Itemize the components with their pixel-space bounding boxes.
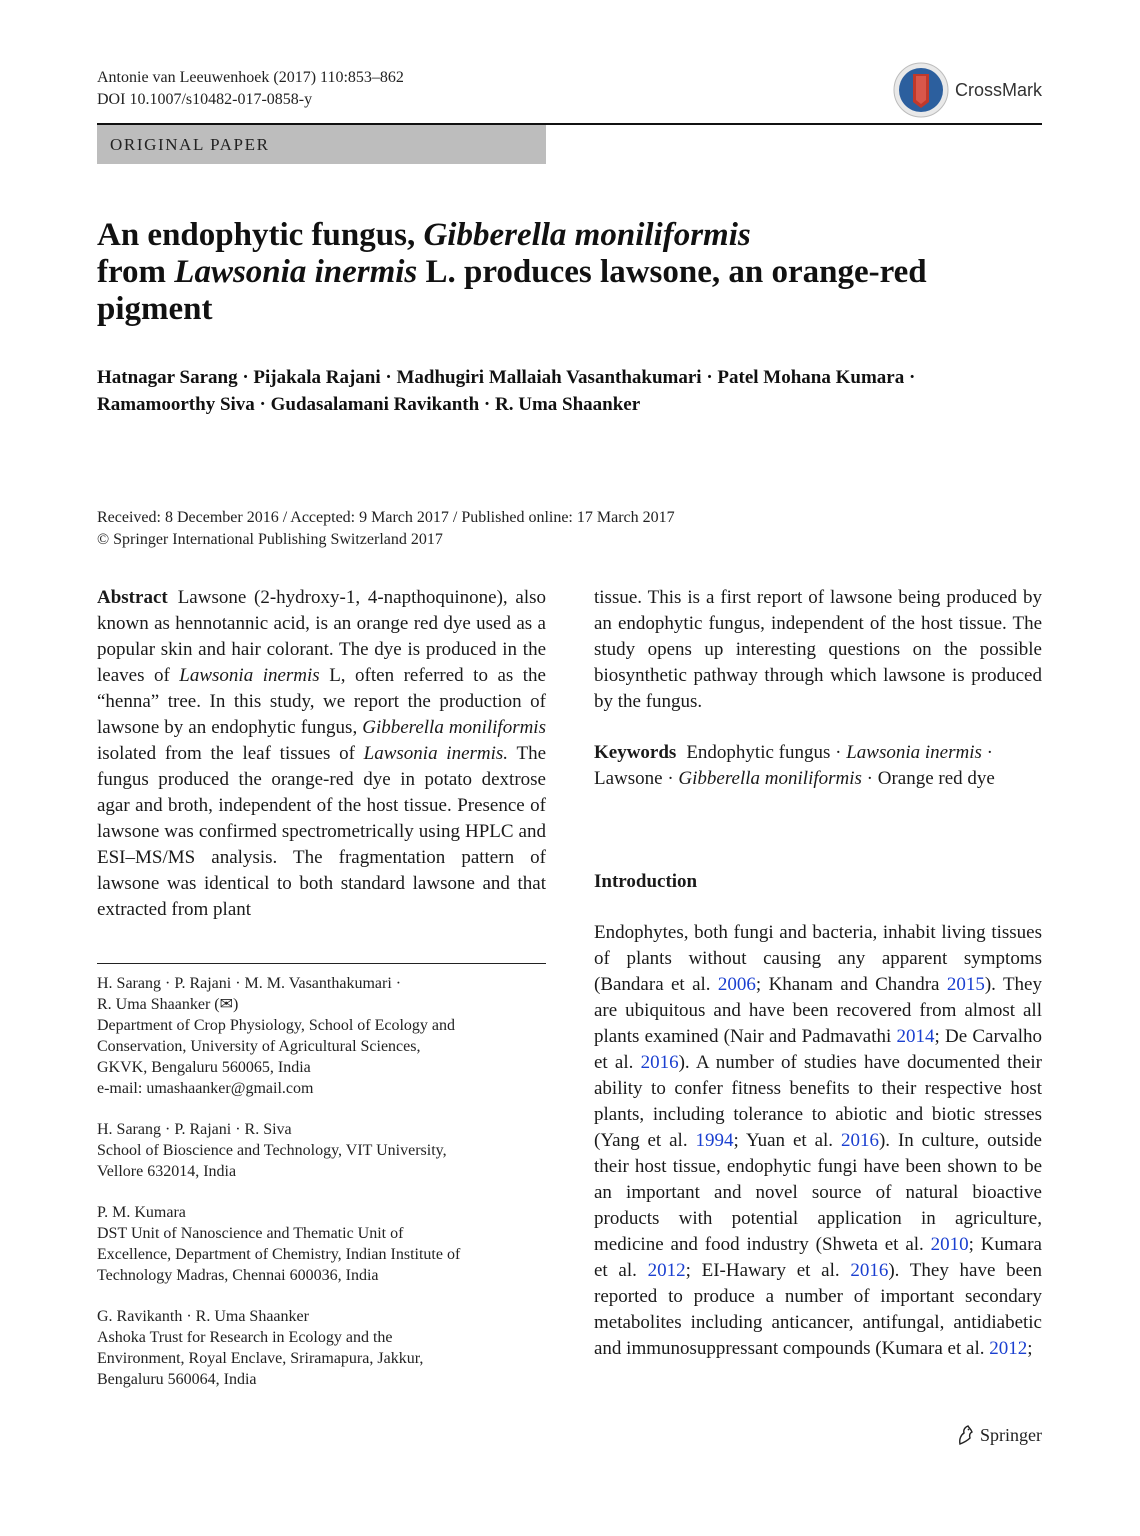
affiliation-line: GKVK, Bengaluru 560065, India [97,1059,311,1076]
abstract-column-left [97,585,546,923]
citation-link[interactable]: 2012 [647,1260,686,1281]
title-text: from [97,254,175,290]
affiliation-4 [97,1306,546,1390]
affiliation-line: Department of Crop Physiology, School of Ecology and [97,1017,456,1034]
citation-link[interactable]: 2010 [930,1234,969,1255]
crossmark-label: CrossMark [955,79,1043,100]
affiliation-1 [97,973,546,1099]
abstract-continuation: tissue. This is a first report of lawsone being produced by an endophytic fungus, independent of the host tissue. The study opens up interesting questions on the possible biosynthetic pathway through which lawsone is produced by the fungus. [594,587,1042,712]
affiliation-names: P. M. Kumara [97,1204,186,1221]
springer-logo [956,1424,1042,1446]
citation-link[interactable]: 2016 [840,1130,879,1151]
affiliation-names: H. Sarang · P. Rajani · R. Siva [97,1121,292,1138]
footnote-rule [97,963,546,964]
keywords-label: Keywords [594,742,677,763]
keyword: · Orange red dye [861,768,995,789]
affiliation-2 [97,1119,546,1182]
citation-link[interactable]: 2012 [989,1338,1028,1359]
affiliation-line: Environment, Royal Enclave, Sriramapura, Jakkur, [97,1350,424,1367]
abstract-text: isolated from the leaf tissues of [97,743,364,764]
body-text: ; [1027,1338,1033,1359]
affiliation-line: Conservation, University of Agricultural Sciences, [97,1038,421,1055]
publisher-name: Springer [980,1424,1042,1445]
copyright-line: © Springer International Publishing Switzerland 2017 [97,531,443,548]
abstract-text: L, often referred to as the “henna” tree. In this study, we report the production of lawsone by an endophytic fungus, [97,665,546,738]
abstract-text: Lawsone (2-hydroxy-1, 4-napthoquinone), also known as hennotannic acid, is an orange red dye used as a popular skin and hair colorant. The dye is produced in the leaves of [97,587,546,686]
affiliation-line: Bengaluru 560064, India [97,1371,257,1388]
email-link[interactable]: e-mail: umashaanker@gmail.com [97,1080,314,1097]
body-text: ). They are ubiquitous and have been recovered from almost all plants examined (Nair and Padmavathi [594,974,1042,1047]
article-title [97,217,1042,328]
doi[interactable]: DOI 10.1007/s10482-017-0858-y [97,91,313,108]
body-text: ; EI-Hawary et al. [685,1260,851,1281]
springer-horse-icon [956,1424,976,1446]
section-heading-introduction: Introduction [594,871,698,892]
crossmark-badge[interactable] [893,62,1042,118]
publication-dates [97,507,675,551]
affiliation-line: Ashoka Trust for Research in Ecology and the [97,1329,393,1346]
citation-link[interactable]: 2016 [850,1260,889,1281]
species-name: Lawsonia inermis [179,665,320,686]
body-text: ). In culture, outside their host tissue, endophytic fungi have been shown to be an important and novel source of natural bioactive products with potential application in agriculture, medicine and food industry (Shweta et al. [594,1130,1042,1255]
affiliation-names: H. Sarang · P. Rajani · M. M. Vasanthakumari · [97,975,402,992]
journal-header [97,67,404,111]
body-text: ; Khanam and Chandra [755,974,947,995]
keywords [594,740,1042,792]
keyword: Lawsonia inermis [846,742,982,763]
affiliation-names: R. Uma Shaanker (✉) [97,996,239,1013]
citation-link[interactable]: 1994 [695,1130,734,1151]
title-host-species: Lawsonia inermis [174,254,418,290]
title-text: L. produces lawsone, an orange-red pigment [97,254,927,327]
species-name: Lawsonia inermis. [363,743,509,764]
abstract-text: The fungus produced the orange-red dye in potato dextrose agar and broth, independent of the host tissue. Presence of lawsone was confirmed spectrometrically using HPLC and ESI–MS/MS analysis. The fragmentation pattern of lawsone was identical to both standard lawsone and that extracted from plant [97,743,546,920]
right-column [594,585,1042,1362]
author-list [97,364,1042,418]
body-text: ). They have been reported to produce a number of important secondary metabolites including anticancer, antifungal, antidiabetic and immunosuppressant compounds (Kumara et al. [594,1260,1042,1359]
title-text: An endophytic fungus, [97,217,424,253]
affiliation-names: G. Ravikanth · R. Uma Shaanker [97,1308,309,1325]
body-text: ; De Carvalho et al. [594,1026,1043,1073]
abstract-paragraph [97,585,546,923]
title-species: Gibberella moniliformis [423,217,751,253]
citation-link[interactable]: 2014 [896,1026,935,1047]
journal-citation: Antonie van Leeuwenhoek (2017) 110:853–862 [97,69,404,86]
affiliation-line: Vellore 632014, India [97,1163,237,1180]
affiliations [97,973,546,1410]
affiliation-3 [97,1202,546,1286]
species-name: Gibberella moniliformis [362,717,546,738]
authors-line: Hatnagar Sarang · Pijakala Rajani · Madhugiri Mallaiah Vasanthakumari · Patel Mohana Kumara · [97,367,916,388]
citation-link[interactable]: 2016 [640,1052,679,1073]
keyword: Endophytic fungus · [686,742,847,763]
keyword: Gibberella moniliformis [678,768,862,789]
affiliation-line: DST Unit of Nanoscience and Thematic Unit of [97,1225,404,1242]
citation-link[interactable]: 2015 [946,974,985,995]
body-text: ; Yuan et al. [733,1130,841,1151]
dates-line: Received: 8 December 2016 / Accepted: 9 March 2017 / Published online: 17 March 2017 [97,509,675,526]
authors-line: Ramamoorthy Siva · Gudasalamani Ravikanth · R. Uma Shaanker [97,394,641,415]
affiliation-line: Technology Madras, Chennai 600036, India [97,1267,379,1284]
paper-type-band: ORIGINAL PAPER [97,125,546,164]
keyword: · Lawsone · [594,742,993,789]
body-text: ; Kumara et al. [594,1234,1042,1281]
crossmark-icon [893,62,949,118]
body-text: ). A number of studies have documented their ability to confer fitness benefits to their respective host plants, including tolerance to abiotic and biotic stresses (Yang et al. [594,1052,1042,1151]
citation-link[interactable]: 2006 [717,974,756,995]
affiliation-line: School of Bioscience and Technology, VIT University, [97,1142,447,1159]
body-text: Endophytes, both fungi and bacteria, inhabit living tissues of plants without causing any apparent symptoms (Bandara et al. [594,922,1042,995]
introduction-paragraph [594,920,1042,1362]
affiliation-line: Excellence, Department of Chemistry, Indian Institute of [97,1246,461,1263]
abstract-label: Abstract [97,587,168,608]
